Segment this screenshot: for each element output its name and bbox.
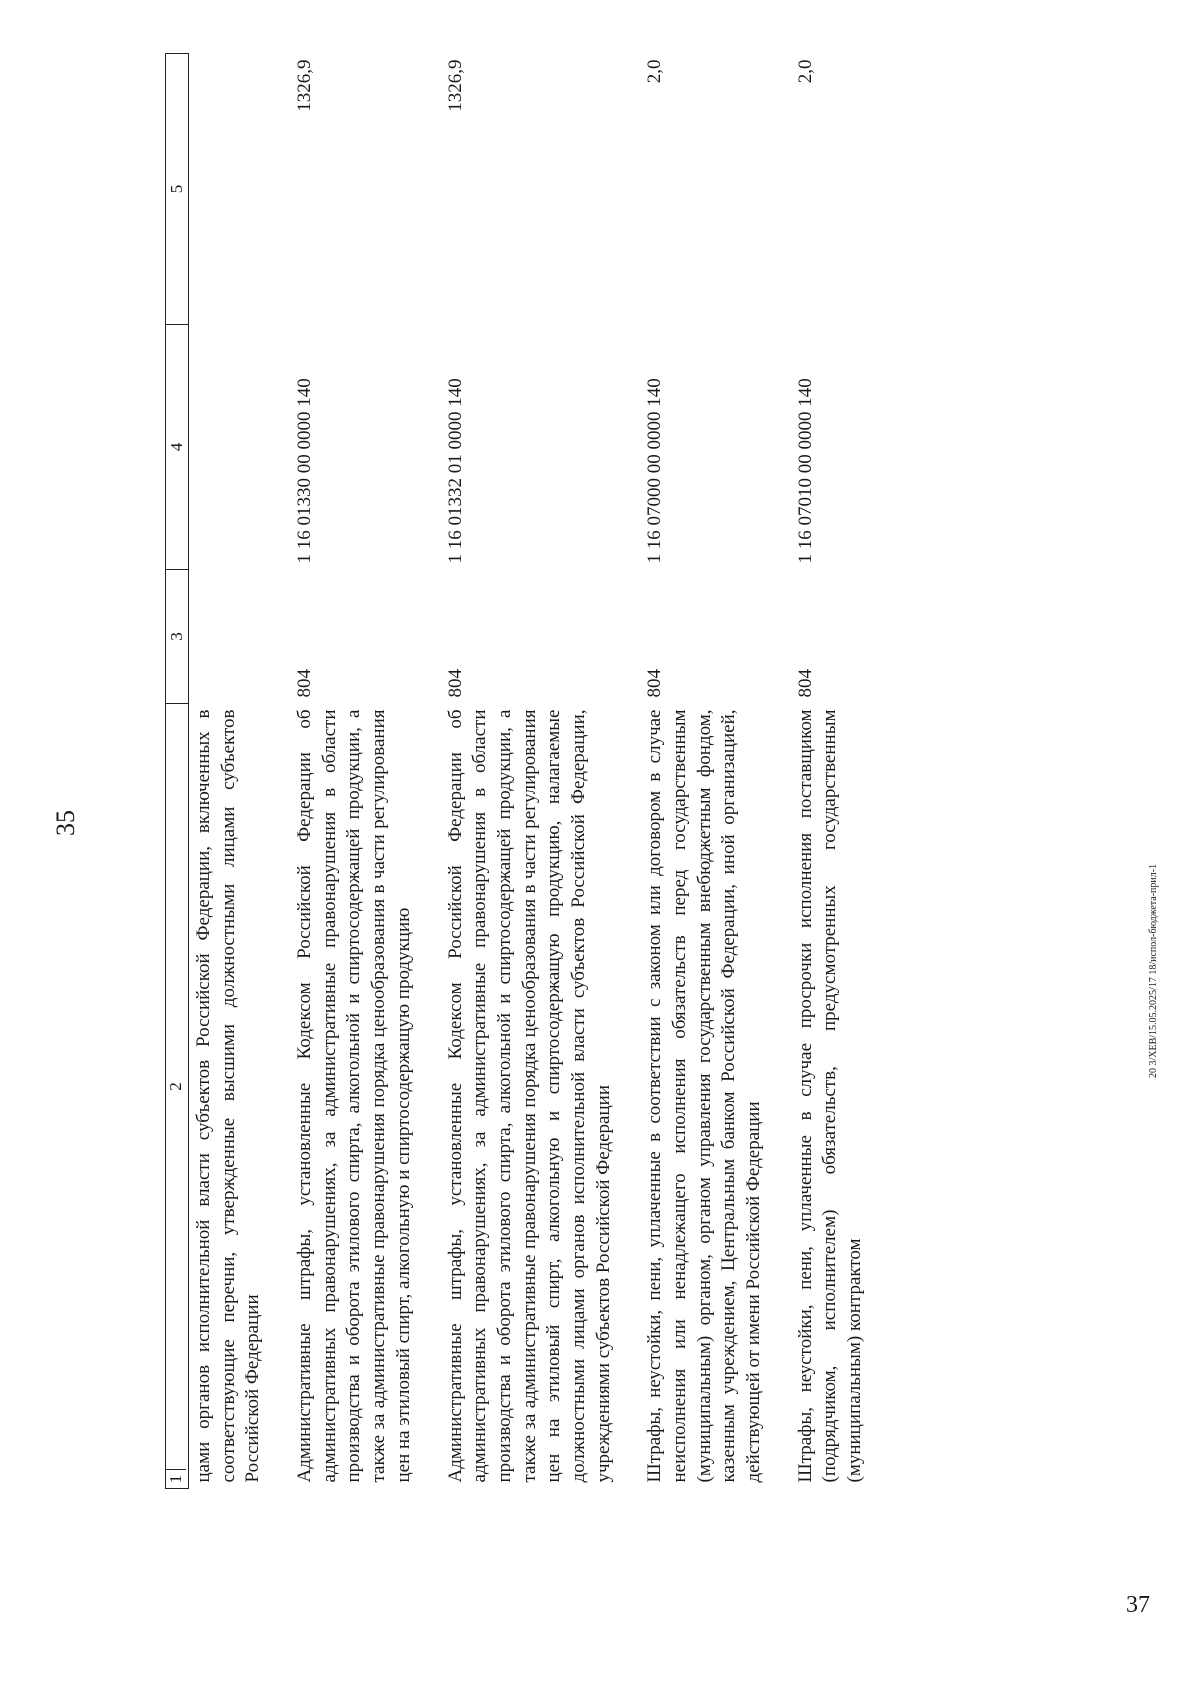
header-cell-1-2: [166, 704, 189, 1489]
row-amount: [189, 54, 291, 325]
row-kbk-code: 1 16 07000 00 0000 140: [644, 378, 666, 564]
document-reference: 20 3/ХЕВ/15.05.2025/17 18/испол-бюджета-прил-1: [1148, 863, 1159, 1078]
table-row: [441, 54, 641, 1489]
table-header-row: [166, 54, 189, 1489]
table-row: [791, 54, 892, 1489]
table-row: [189, 54, 291, 1489]
row-description: Штрафы, неустойки, пени, уплаченные в случае просрочки исполнения поставщиком (подрядчиком, исполнителем) обязательств, предусмотренных государственным (муниципальным) контрактом: [794, 709, 866, 1483]
row-admin-code: 804: [444, 669, 466, 698]
row-description: Административные штрафы, установленные Кодексом Российской Федерации об административных правонарушениях, за административные правонарушения в области производства и оборота этилового спирта, алкогольной и спиртосодержащей продукции, а также за административные правонарушения порядка ценообразования в части регулирования цен на этиловый спирт, алкогольную и спиртосодержащую продукцию, налагаемые должностными лицами органов исполнительной власти субъектов Российской Федерации, учреждениями субъектов Российской Федерации: [444, 709, 614, 1483]
row-description: цами органов исполнительной власти субъектов Российской Федерации, включенных в соответствующие перечни, утвержденные высшими должностными лицами субъектов Российской Федерации: [193, 709, 264, 1483]
row-kbk-code: 1 16 01330 00 0000 140: [294, 378, 316, 564]
rotated-table-container: [165, 54, 968, 1489]
row-admin-code: 804: [644, 669, 666, 698]
row-amount: 1326,9: [444, 59, 466, 112]
row-amount: 2,0: [644, 59, 666, 84]
revenue-table: [165, 53, 892, 1489]
header-col-5: 5: [166, 54, 189, 325]
row-admin-code: 804: [294, 669, 316, 698]
row-kbk-code: 1 16 07010 00 0000 140: [794, 378, 816, 564]
page-number-top: 35: [51, 810, 80, 836]
header-col-3: 3: [166, 570, 189, 704]
row-amount: 1326,9: [294, 59, 316, 112]
table-row: [640, 54, 790, 1489]
row-kbk-code: 1 16 01332 01 0000 140: [444, 378, 466, 564]
table-row: [290, 54, 440, 1489]
row-admin-code: [189, 570, 291, 704]
header-col-2: 2: [166, 1082, 185, 1091]
row-admin-code: 804: [794, 669, 816, 698]
row-description: Административные штрафы, установленные Кодексом Российской Федерации об административных правонарушениях, за административные правонарушения в области производства и оборота этилового спирта, алкогольной и спиртосодержащей продукции, а также за административные правонарушения порядка ценообразования в части регулирования цен на этиловый спирт, алкогольную и спиртосодержащую продукцию: [294, 709, 414, 1483]
row-kbk-code: [189, 325, 291, 570]
header-col-1: 1: [166, 1469, 186, 1488]
row-description: Штрафы, неустойки, пени, уплаченные в соответствии с законом или договором в случае неисполнения или ненадлежащего исполнения обязательств перед государственным (муниципальным) органом, органом управления государственным внебюджетным фондом, казенным учреждением, Центральным банком Российской Федерации, иной организацией, действующей от имени Российской Федерации: [644, 709, 765, 1483]
row-amount: 2,0: [794, 59, 816, 84]
page-number-corner: 37: [1126, 1592, 1150, 1618]
header-col-4: 4: [166, 325, 189, 570]
